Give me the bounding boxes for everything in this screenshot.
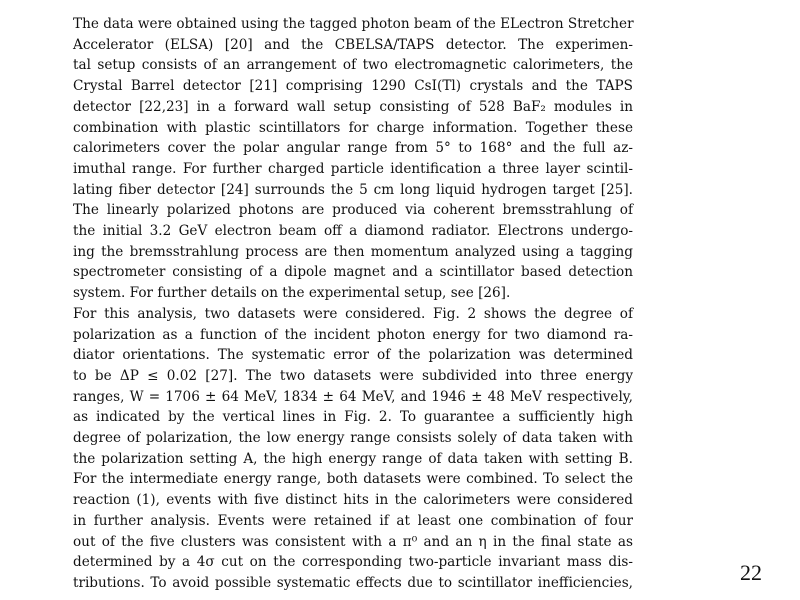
text-line: The data were obtained using the tagged photon beam of the ELectron Stretcher (73, 16, 634, 32)
text-line: imuthal range. For further charged particle identification a three layer scintil- (73, 160, 633, 177)
text-line: tributions. To avoid possible systematic effects due to scintillator inefficiencies, (73, 574, 633, 591)
text-line: For this analysis, two datasets were considered. Fig. 2 shows the degree of (73, 305, 633, 322)
text-line: as indicated by the vertical lines in Fig. 2. To guarantee a sufficiently high (73, 409, 633, 426)
paragraph-analysis (73, 304, 633, 594)
page-number: 22 (740, 560, 762, 585)
text-line: calorimeters cover the polar angular range from 5° to 168° and the full az- (73, 140, 633, 157)
text-line: ranges, W = 1706 ± 64 MeV, 1834 ± 64 MeV, and 1946 ± 48 MeV respectively, (73, 388, 633, 405)
text-line: diator orientations. The systematic error of the polarization was determined (73, 347, 633, 364)
text-line: reaction (1), events with five distinct hits in the calorimeters were considered (73, 492, 633, 509)
text-line: ing the bremsstrahlung process are then momentum analyzed using a tagging (73, 243, 633, 260)
body-text (73, 14, 633, 594)
text-line: spectrometer consisting of a dipole magnet and a scintillator based detection (73, 264, 633, 281)
text-line: the polarization setting A, the high energy range of data taken with setting B. (73, 450, 633, 467)
text-line: Accelerator (ELSA) [20] and the CBELSA/TAPS detector. The experimen- (73, 36, 633, 53)
text-line: lating fiber detector [24] surrounds the 5 cm long liquid hydrogen target [25]. (73, 181, 633, 198)
text-line: Crystal Barrel detector [21] comprising 1290 CsI(Tl) crystals and the TAPS (73, 78, 633, 95)
text-line: combination with plastic scintillators for charge information. Together these (73, 119, 633, 136)
text-line: determined by a 4σ cut on the corresponding two-particle invariant mass dis- (73, 554, 633, 571)
text-line: The linearly polarized photons are produced via coherent bremsstrahlung of (73, 202, 633, 219)
text-line: tal setup consists of an arrangement of two electromagnetic calorimeters, the (73, 57, 633, 74)
text-line: system. For further details on the experimental setup, see [26]. (73, 285, 511, 302)
text-line: to be ΔP ≤ 0.02 [27]. The two datasets were subdivided into three energy (73, 367, 633, 384)
text-line: polarization as a function of the incident photon energy for two diamond ra- (73, 326, 633, 343)
text-line: in further analysis. Events were retained if at least one combination of four (73, 512, 633, 529)
text-line: the initial 3.2 GeV electron beam off a diamond radiator. Electrons undergo- (73, 223, 633, 240)
text-line: out of the five clusters was consistent with a π⁰ and an η in the final state as (73, 533, 633, 550)
text-line: degree of polarization, the low energy range consists solely of data taken with (73, 430, 633, 447)
text-line: detector [22,23] in a forward wall setup consisting of 528 BaF₂ modules in (73, 98, 633, 115)
paragraph-experimental-setup (73, 14, 633, 304)
text-line: For the intermediate energy range, both datasets were combined. To select the (73, 471, 633, 488)
